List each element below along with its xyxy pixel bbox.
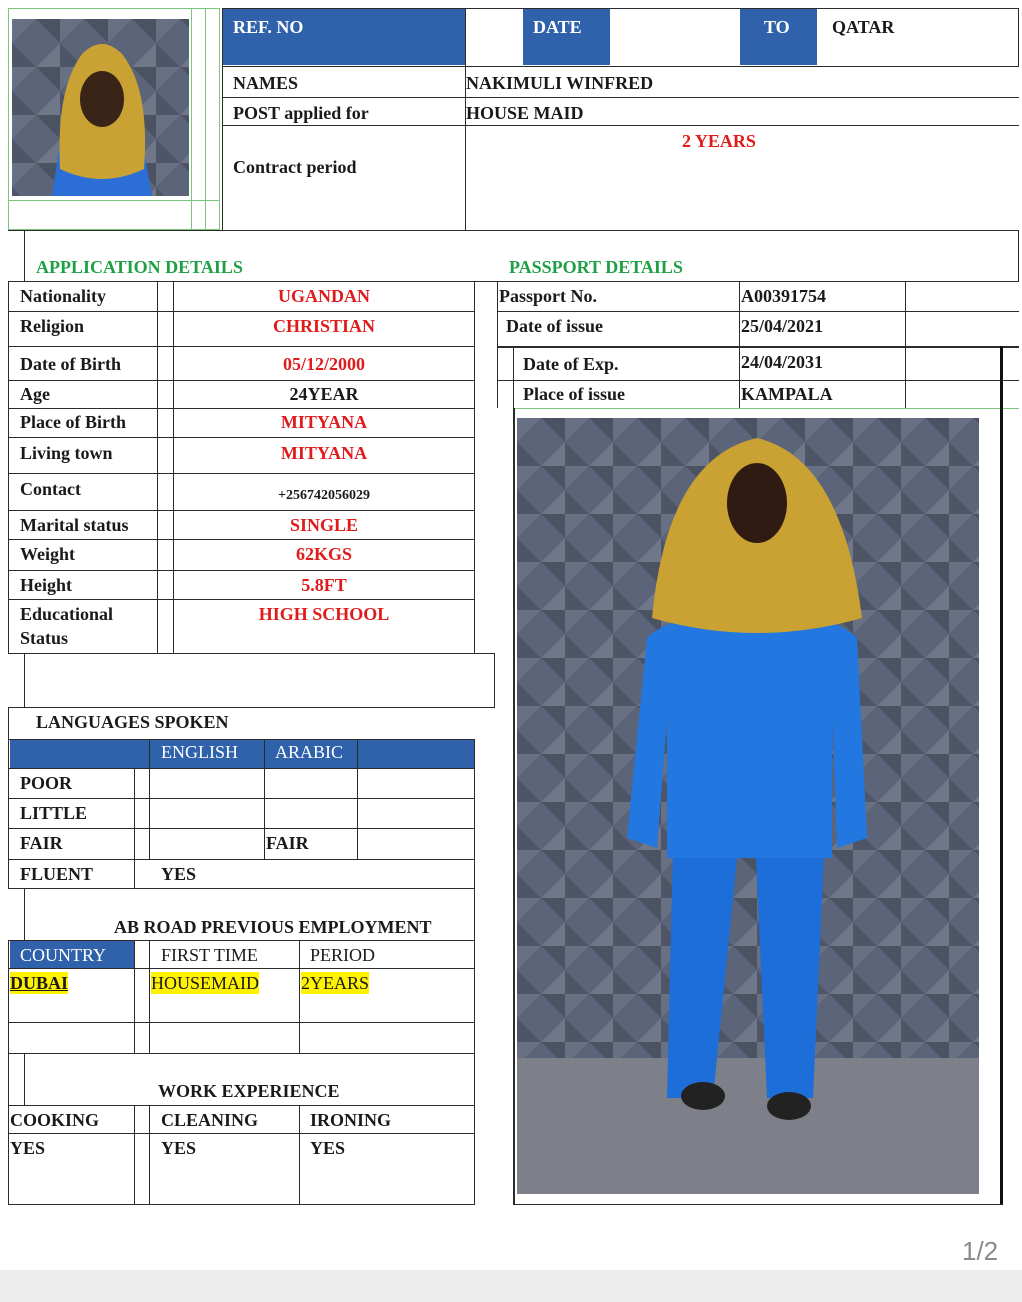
page-indicator: 1/2 — [962, 1236, 999, 1266]
passport-value: A00391754 — [741, 286, 826, 306]
app-label: Educational — [20, 604, 114, 624]
app-value: 62KGS — [295, 544, 352, 564]
contract-value: 2 YEARS — [682, 131, 756, 151]
lang-level: FLUENT — [20, 864, 94, 884]
lang-level: POOR — [20, 773, 72, 793]
app-value: SINGLE — [289, 515, 359, 535]
app-label: Religion — [20, 316, 85, 336]
application-details-heading: APPLICATION DETAILS — [36, 257, 243, 277]
emp-col-first-time: FIRST TIME — [161, 945, 258, 965]
ref-no-label: REF. NO — [233, 17, 304, 37]
app-label: Contact — [20, 479, 81, 499]
lang-level: FAIR — [20, 833, 63, 853]
passport-label: Place of issue — [523, 384, 625, 404]
lang-col-english: ENGLISH — [161, 742, 238, 762]
app-label: Weight — [20, 544, 76, 564]
employment-heading: AB ROAD PREVIOUS EMPLOYMENT — [114, 917, 432, 937]
emp-country-value: DUBAI — [10, 973, 69, 993]
app-value: +256742056029 — [278, 488, 370, 503]
passport-details-heading: PASSPORT DETAILS — [509, 257, 683, 277]
experience-heading: WORK EXPERIENCE — [158, 1081, 340, 1101]
app-value: 05/12/2000 — [282, 354, 365, 374]
post-value: HOUSE MAID — [466, 103, 584, 123]
passport-value: 25/04/2021 — [741, 316, 824, 336]
lang-col-arabic: ARABIC — [275, 742, 344, 762]
exp-value-ironing: YES — [310, 1138, 346, 1158]
passport-value: KAMPALA — [741, 384, 833, 404]
to-value: QATAR — [832, 17, 895, 37]
app-label-line2: Status — [20, 628, 69, 648]
passport-label: Passport No. — [499, 286, 597, 306]
contract-label: Contract period — [233, 157, 357, 177]
app-label: Place of Birth — [20, 412, 126, 432]
date-label: DATE — [533, 17, 582, 37]
exp-col-cleaning: CLEANING — [161, 1110, 259, 1130]
fullbody-photo — [517, 418, 979, 1194]
post-label: POST applied for — [233, 103, 369, 123]
bottom-bar — [0, 1270, 1022, 1302]
app-value: 24YEAR — [289, 384, 359, 404]
app-value: MITYANA — [280, 443, 368, 463]
app-label: Living town — [20, 443, 113, 463]
to-label: TO — [764, 17, 790, 37]
names-label: NAMES — [233, 73, 299, 93]
app-label: Nationality — [20, 286, 107, 306]
emp-position-value: HOUSEMAID — [151, 973, 259, 993]
app-value: 5.8FT — [301, 575, 347, 595]
lang-level: LITTLE — [20, 803, 88, 823]
lang-english-value: YES — [161, 864, 197, 884]
languages-heading: LANGUAGES SPOKEN — [36, 712, 229, 732]
emp-col-country: COUNTRY — [20, 945, 107, 965]
app-label: Height — [20, 575, 72, 595]
app-value: UGANDAN — [278, 286, 370, 306]
exp-value-cleaning: YES — [161, 1138, 197, 1158]
passport-label: Date of Exp. — [523, 354, 619, 374]
lang-arabic-value: FAIR — [266, 833, 309, 853]
app-label: Date of Birth — [20, 354, 121, 374]
emp-col-period: PERIOD — [310, 945, 376, 965]
languages-header-band — [10, 739, 474, 768]
emp-period-value: 2YEARS — [301, 973, 370, 993]
passport-label: Date of issue — [506, 316, 603, 336]
app-value: MITYANA — [280, 412, 368, 432]
portrait-photo — [12, 19, 189, 196]
names-value: NAKIMULI WINFRED — [466, 73, 654, 93]
app-label: Marital status — [20, 515, 129, 535]
passport-value: 24/04/2031 — [741, 352, 824, 372]
app-value: HIGH SCHOOL — [258, 604, 390, 624]
exp-col-ironing: IRONING — [310, 1110, 392, 1130]
app-label: Age — [20, 384, 50, 404]
exp-value-cooking: YES — [10, 1138, 46, 1158]
app-value: CHRISTIAN — [272, 316, 376, 336]
exp-col-cooking: COOKING — [10, 1110, 100, 1130]
